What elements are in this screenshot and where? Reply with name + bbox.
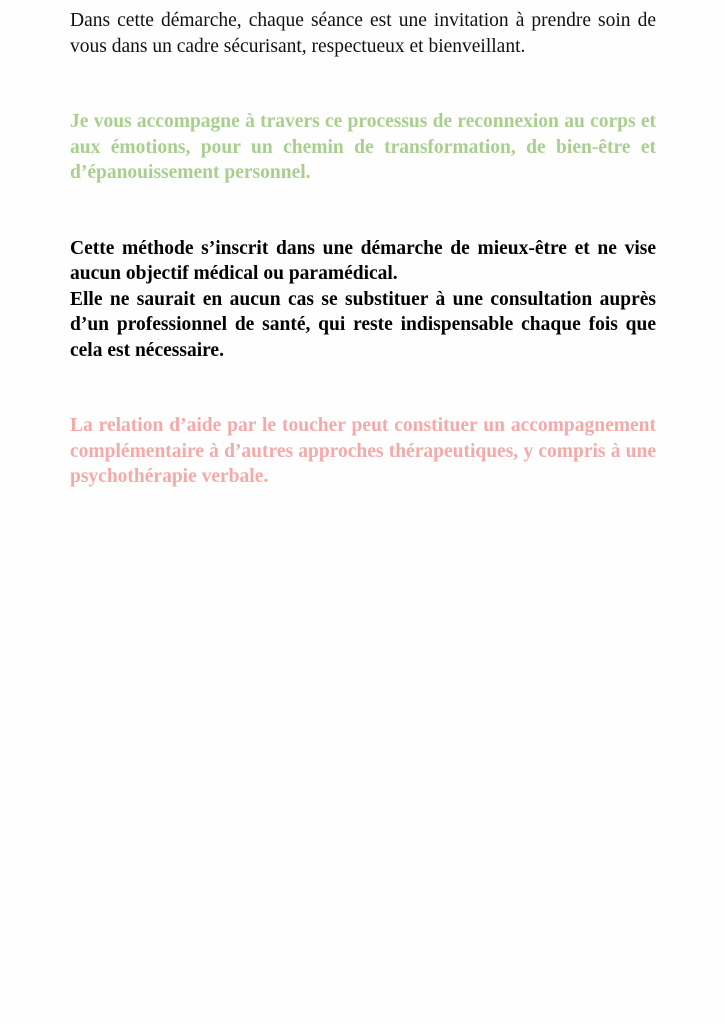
disclaimer-paragraph-1: Cette méthode s’inscrit dans une démarche de mieux-être et ne vise aucun objectif médical ou paramédical. (70, 237, 656, 284)
accompaniment-paragraph: Je vous accompagne à travers ce processus de reconnexion au corps et aux émotions, pour un chemin de transformation, de bien-être et d’épanouissement personnel. (70, 111, 656, 183)
disclaimer-paragraph-2: Elle ne saurait en aucun cas se substituer à une consultation auprès d’un professionnel de santé, qui reste indispensable chaque fois que cela est nécessaire. (70, 288, 656, 361)
disclaimer-block (70, 236, 656, 364)
complementary-paragraph: La relation d’aide par le toucher peut constituer un accompagnement complémentaire à d’autres approches thérapeutiques, y compris à une psychothérapie verbale. (70, 415, 656, 487)
document-page (70, 8, 656, 490)
intro-paragraph: Dans cette démarche, chaque séance est une invitation à prendre soin de vous dans un cadre sécurisant, respectueux et bienveillant. (70, 10, 656, 57)
